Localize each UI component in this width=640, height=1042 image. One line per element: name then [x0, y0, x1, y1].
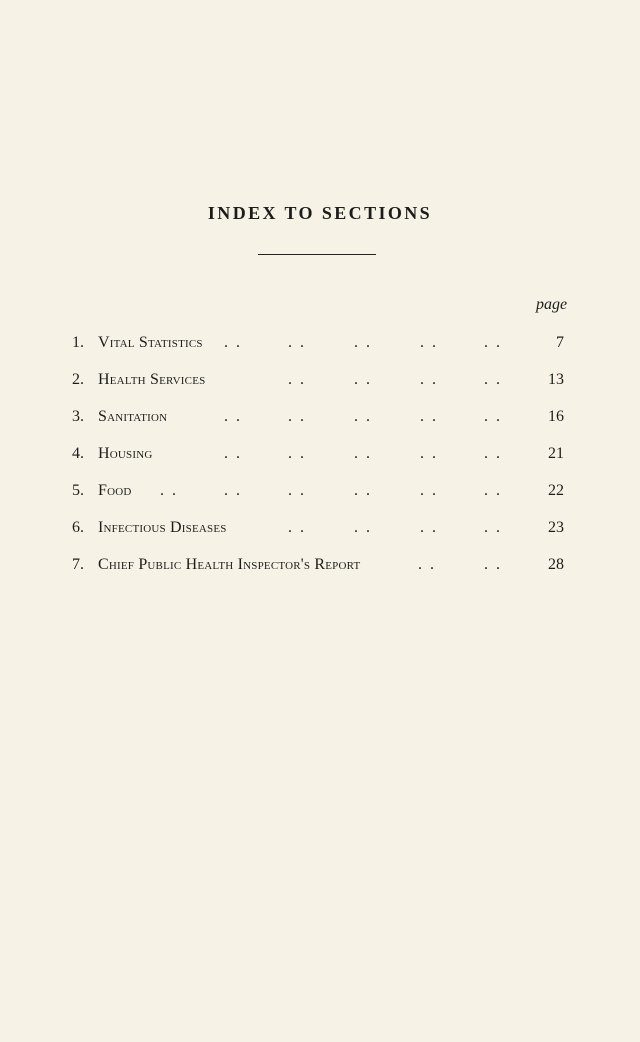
entry-label: Housing [98, 445, 153, 462]
entry-label: Infectious Diseases [98, 519, 227, 536]
entry-number: 6. [72, 519, 84, 536]
leader-dots: . . [420, 519, 438, 536]
leader-dots: . . [354, 334, 372, 351]
leader-dots: . . [420, 445, 438, 462]
leader-dots: . . [484, 482, 502, 499]
leader-dots: . . [354, 482, 372, 499]
entry-number: 3. [72, 408, 84, 425]
leader-dots: . . [418, 556, 436, 573]
entry-page-number: 16 [548, 408, 564, 425]
leader-dots: . . [224, 334, 242, 351]
entry-number: 4. [72, 445, 84, 462]
entry-number: 2. [72, 371, 84, 388]
leader-dots: . . [420, 371, 438, 388]
leader-dots: . . [484, 334, 502, 351]
leader-dots: . . [484, 371, 502, 388]
entry-label: Sanitation [98, 408, 168, 425]
entry-page-number: 7 [556, 334, 564, 351]
leader-dots: . . [484, 408, 502, 425]
leader-dots: . . [288, 519, 306, 536]
leader-dots: . . [224, 445, 242, 462]
entry-page-number: 22 [548, 482, 564, 499]
toc-entry [0, 554, 640, 576]
leader-dots: . . [288, 371, 306, 388]
leader-dots: . . [288, 482, 306, 499]
leader-dots: . . [420, 334, 438, 351]
toc-entry [0, 332, 640, 354]
leader-dots: . . [420, 482, 438, 499]
title-divider [258, 254, 376, 255]
entry-page-number: 21 [548, 445, 564, 462]
entry-label: Vital Statistics [98, 334, 203, 351]
toc-entry [0, 369, 640, 391]
leader-dots: . . [288, 408, 306, 425]
leader-dots: . . [160, 482, 178, 499]
page-title: INDEX TO SECTIONS [207, 203, 433, 223]
leader-dots: . . [484, 445, 502, 462]
leader-dots: . . [484, 556, 502, 573]
entry-label: Food [98, 482, 132, 499]
entry-number: 7. [72, 556, 84, 573]
leader-dots: . . [288, 334, 306, 351]
leader-dots: . . [354, 445, 372, 462]
toc-entry [0, 443, 640, 465]
leader-dots: . . [354, 519, 372, 536]
leader-dots: . . [354, 408, 372, 425]
leader-dots: . . [484, 519, 502, 536]
entry-label: Chief Public Health Inspector's Report [98, 556, 361, 573]
toc-entry [0, 517, 640, 539]
leader-dots: . . [288, 445, 306, 462]
entry-label: Health Services [98, 371, 206, 388]
entry-number: 5. [72, 482, 84, 499]
leader-dots: . . [420, 408, 438, 425]
entry-page-number: 23 [548, 519, 564, 536]
page-column-label: page [536, 296, 568, 313]
leader-dots: . . [354, 371, 372, 388]
entry-page-number: 13 [548, 371, 564, 388]
entry-page-number: 28 [548, 556, 564, 573]
leader-dots: . . [224, 408, 242, 425]
toc-entry [0, 406, 640, 428]
toc-entry [0, 480, 640, 502]
entry-number: 1. [72, 334, 84, 351]
leader-dots: . . [224, 482, 242, 499]
